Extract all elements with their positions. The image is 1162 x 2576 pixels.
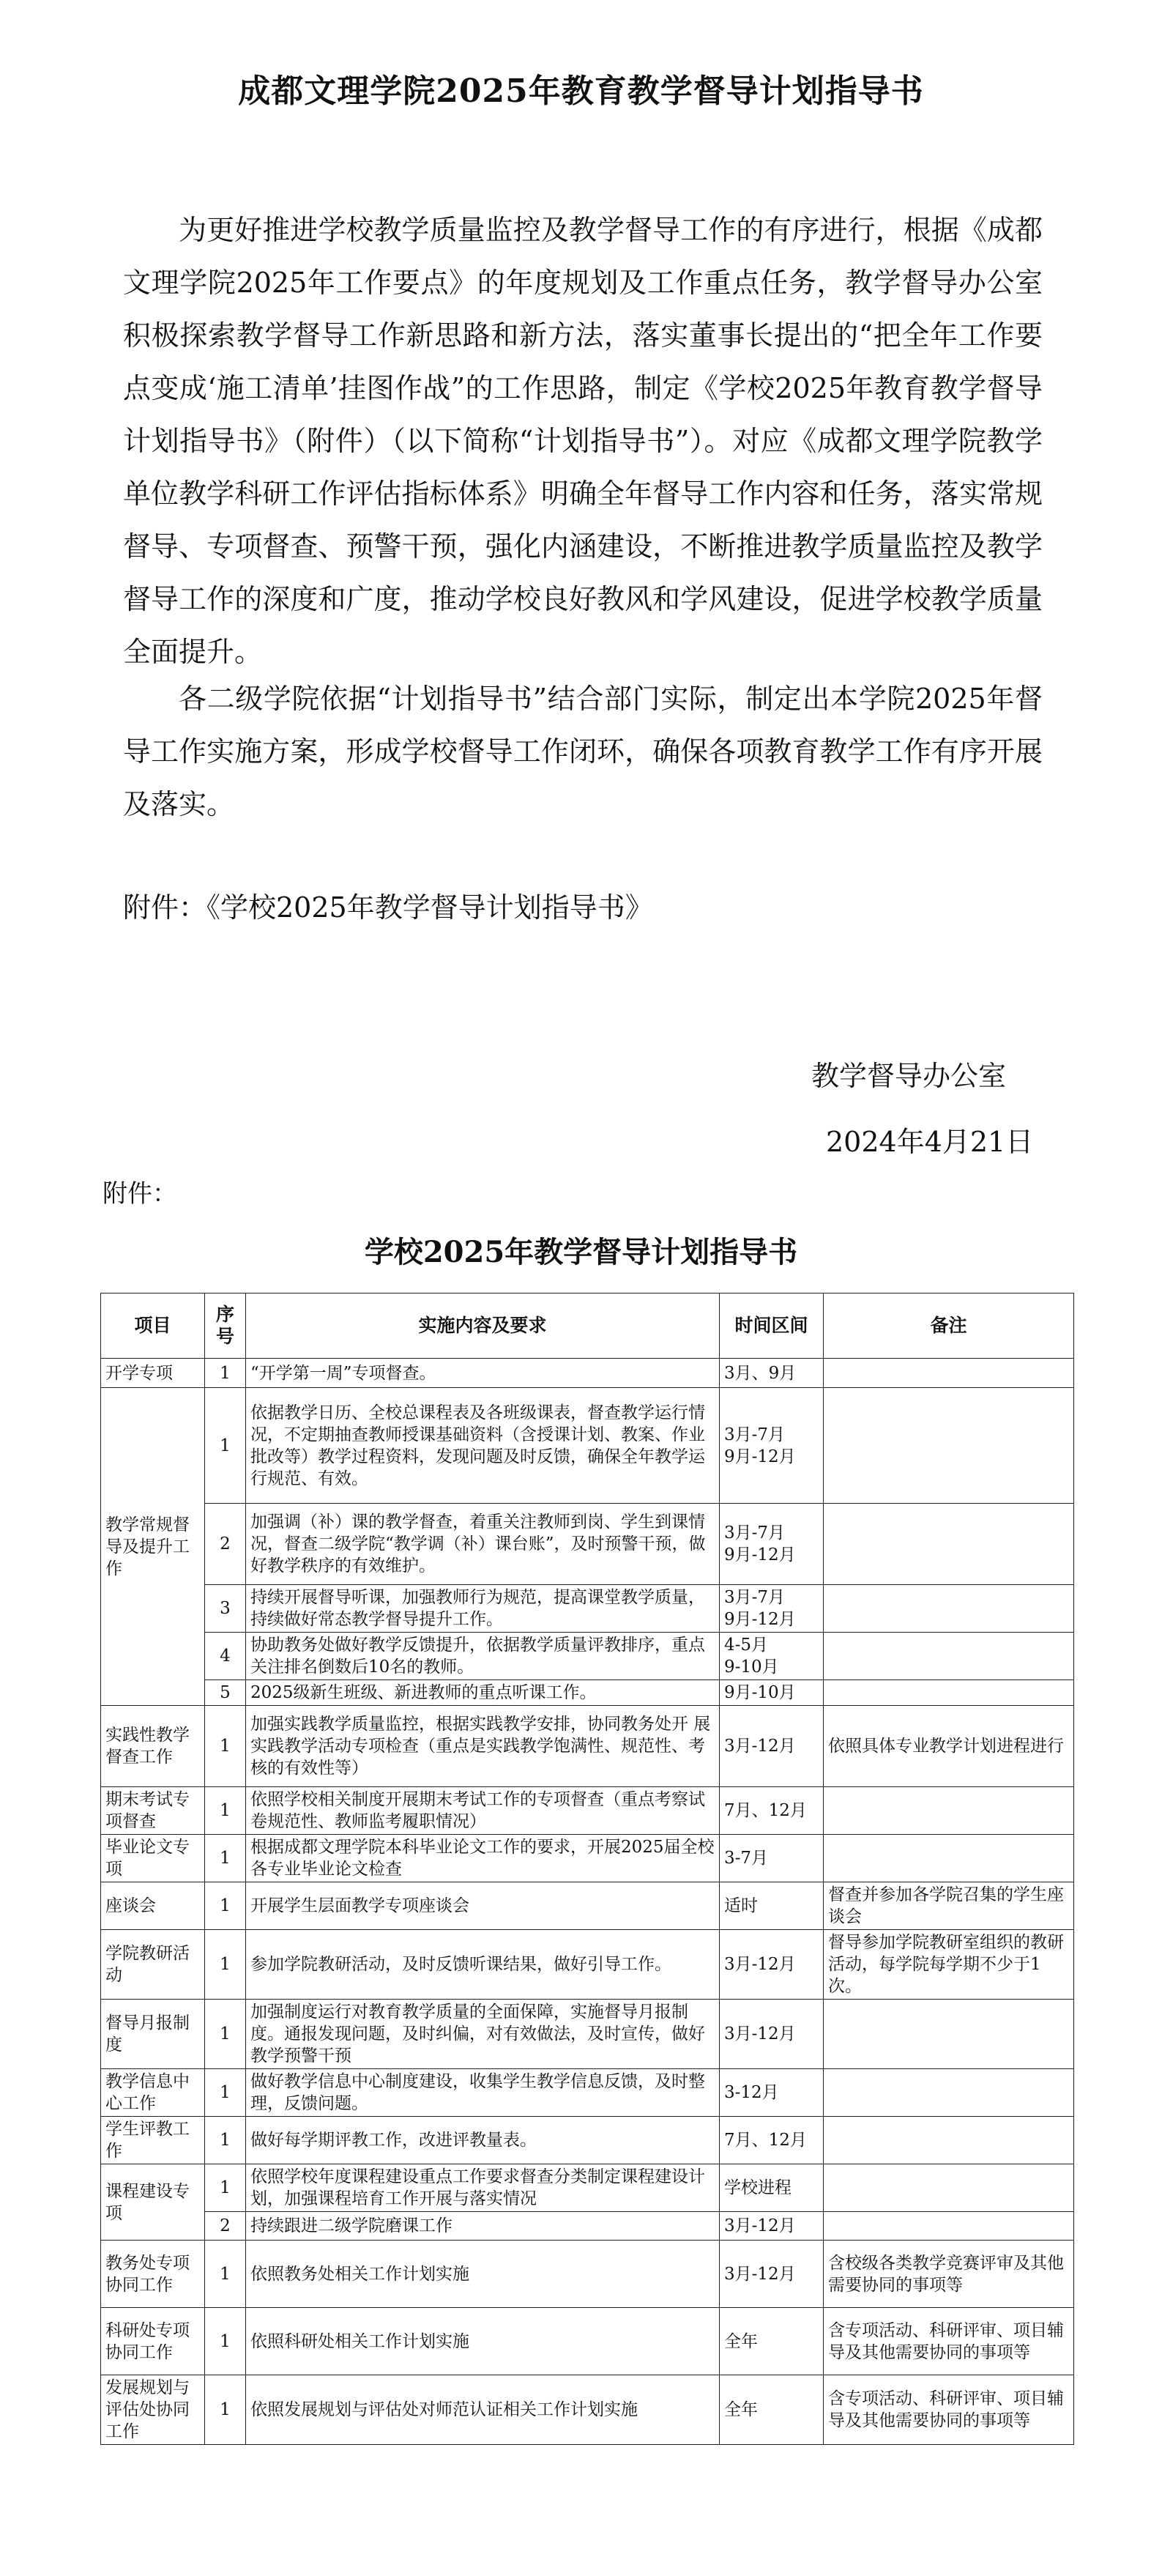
row-seq: 2 [205,1504,246,1585]
plan-table [100,1293,1074,2445]
row-time: 3月、9月 [720,1359,824,1388]
row-item: 座谈会 [101,1882,205,1930]
row-note: 督导参加学院教研室组织的教研活动，每学院每学期不少于1次。 [824,1930,1074,2000]
row-content: 开展学生层面教学专项座谈会 [246,1882,720,1930]
row-item: 发展规划与评估处协同工作 [101,2375,205,2445]
row-note [824,1359,1074,1388]
table-row [101,1706,1074,1787]
row-note [824,1633,1074,1680]
row-content: 依照科研处相关工作计划实施 [246,2308,720,2375]
row-content: 依照学校年度课程建设重点工作要求督查分类制定课程建设计划，加强课程培育工作开展与落实情况 [246,2164,720,2212]
table-row [101,1882,1074,1930]
table-row [101,2308,1074,2375]
row-note [824,2212,1074,2241]
row-time: 全年 [720,2308,824,2375]
row-note [824,1504,1074,1585]
second-paragraph: 各二级学院依据“计划指导书”结合部门实际，制定出本学院2025年督导工作实施方案，形成学校督导工作闭环，确保各项教育教学工作有序开展及落实。 [123,683,1043,820]
row-item: 科研处专项协同工作 [101,2308,205,2375]
row-content: 依照发展规划与评估处对师范认证相关工作计划实施 [246,2375,720,2445]
row-content: 加强制度运行对教育教学质量的全面保障，实施督导月报制度。通报发现问题，及时纠偏，对有效做法，及时宣传，做好教学预警干预 [246,2000,720,2069]
row-seq: 1 [205,2241,246,2308]
row-time: 3月-7月 9月-12月 [720,1585,824,1633]
table-row [101,1359,1074,1388]
row-time: 学校进程 [720,2164,824,2212]
table-title: 学校2025年教学督导计划指导书 [364,1235,798,1269]
row-content: 持续开展督导听课，加强教师行为规范，提高课堂教学质量，持续做好常态教学督导提升工作。 [246,1585,720,1633]
row-time: 3月-12月 [720,1930,824,2000]
row-item: 督导月报制度 [101,2000,205,2069]
table-row [101,2375,1074,2445]
row-item: 期末考试专项督查 [101,1787,205,1835]
table-row [101,1787,1074,1835]
plan-table-body [101,1359,1074,2445]
header-note: 备注 [824,1293,1074,1359]
table-row [101,2069,1074,2117]
row-time: 3月-7月 9月-12月 [720,1388,824,1504]
row-seq: 1 [205,1882,246,1930]
row-content: 持续跟进二级学院磨课工作 [246,2212,720,2241]
row-item: 学院教研活动 [101,1930,205,2000]
row-item: 开学专项 [101,1359,205,1388]
header-item: 项目 [101,1293,205,1359]
table-row [101,2000,1074,2069]
document-title: 成都文理学院2025年教育教学督导计划指导书 [238,73,924,110]
row-seq: 1 [205,2000,246,2069]
row-time: 7月、12月 [720,1787,824,1835]
row-item: 教务处专项协同工作 [101,2241,205,2308]
row-note [824,1787,1074,1835]
table-row [101,1585,1074,1633]
table-row [101,2241,1074,2308]
row-content: 加强调（补）课的教学督查，着重关注教师到岗、学生到课情况，督查二级学院“教学调（补）课台账”，及时预警干预，做好教学秩序的有效维护。 [246,1504,720,1585]
table-row [101,2117,1074,2164]
row-time: 3月-12月 [720,2212,824,2241]
row-content: 依照教务处相关工作计划实施 [246,2241,720,2308]
table-row [101,1835,1074,1882]
row-note: 含校级各类教学竞赛评审及其他需要协同的事项等 [824,2241,1074,2308]
header-seq: 序号 [205,1293,246,1359]
row-time: 3月-12月 [720,2000,824,2069]
row-content: 做好每学期评教工作，改进评教量表。 [246,2117,720,2164]
row-seq: 1 [205,1930,246,2000]
row-seq: 4 [205,1633,246,1680]
row-item: 实践性教学督查工作 [101,1706,205,1787]
row-content: 加强实践教学质量监控，根据实践教学安排，协同教务处开 展实践教学活动专项检查（重点是实践教学饱满性、规范性、考核的有效性等） [246,1706,720,1787]
row-content: 参加学院教研活动，及时反馈听课结果，做好引导工作。 [246,1930,720,2000]
row-seq: 1 [205,2117,246,2164]
row-note [824,1388,1074,1504]
row-time: 全年 [720,2375,824,2445]
row-note [824,2000,1074,2069]
row-content: 根据成都文理学院本科毕业论文工作的要求，开展2025届全校各专业毕业论文检查 [246,1835,720,1882]
header-content: 实施内容及要求 [246,1293,720,1359]
table-row [101,1930,1074,2000]
row-time: 4-5月 9-10月 [720,1633,824,1680]
table-row [101,2164,1074,2212]
row-seq: 1 [205,1787,246,1835]
row-note [824,2069,1074,2117]
row-note: 依照具体专业教学计划进程进行 [824,1706,1074,1787]
row-item: 学生评教工作 [101,2117,205,2164]
row-time: 3月-12月 [720,2241,824,2308]
row-note [824,2117,1074,2164]
row-note [824,1585,1074,1633]
table-row [101,1633,1074,1680]
row-time: 3月-7月 9月-12月 [720,1504,824,1585]
attachment-reference: 附件：《学校2025年教学督导计划指导书》 [123,891,653,924]
row-content: 2025级新生班级、新进教师的重点听课工作。 [246,1680,720,1706]
row-time: 3-7月 [720,1835,824,1882]
row-content: 依照学校相关制度开展期末考试工作的专项督查（重点考察试卷规范性、教师监考履职情况） [246,1787,720,1835]
intro-paragraph: 为更好推进学校教学质量监控及教学督导工作的有序进行，根据《成都文理学院2025年工作要点》的年度规划及工作重点任务，教学督导办公室积极探索教学督导工作新思路和新方法，落实董事长提出的“把全年工作要点变成‘施工清单’挂图作战”的工作思路，制定《学校2025年教育教学督导计划指导书》（附件）（以下简称“计划指导书”）。对应《成都文理学院教学单位教学科研工作评估指标体系》明确全年督导工作内容和任务，落实常规督导、专项督查、预警干预，强化内涵建设，不断推进教学质量监控及教学督导工作的深度和广度，推动学校良好教风和学风建设，促进学校教学质量全面提升。 [123,214,1043,668]
row-seq: 2 [205,2212,246,2241]
row-seq: 1 [205,1388,246,1504]
row-content: “开学第一周”专项督查。 [246,1359,720,1388]
signature-office: 教学督导办公室 [811,1060,1007,1092]
table-row [101,1504,1074,1585]
row-time: 适时 [720,1882,824,1930]
row-seq: 1 [205,2308,246,2375]
row-seq: 1 [205,2375,246,2445]
header-time: 时间区间 [720,1293,824,1359]
table-row [101,1388,1074,1504]
row-content: 协助教务处做好教学反馈提升，依据教学质量评教排序，重点关注排名倒数后10名的教师。 [246,1633,720,1680]
row-item: 毕业论文专项 [101,1835,205,1882]
table-row [101,1680,1074,1706]
row-seq: 3 [205,1585,246,1633]
row-time: 9月-10月 [720,1680,824,1706]
row-seq: 1 [205,1835,246,1882]
row-time: 3-12月 [720,2069,824,2117]
row-note: 督查并参加各学院召集的学生座谈会 [824,1882,1074,1930]
row-note: 含专项活动、科研评审、项目辅导及其他需要协同的事项等 [824,2308,1074,2375]
row-seq: 1 [205,1359,246,1388]
signature-date: 2024年4月21日 [826,1126,1034,1158]
attachment-label: 附件： [103,1179,177,1209]
table-row [101,2212,1074,2241]
row-note: 含专项活动、科研评审、项目辅导及其他需要协同的事项等 [824,2375,1074,2445]
row-seq: 1 [205,1706,246,1787]
row-item: 课程建设专项 [101,2164,205,2241]
table-header-row [101,1293,1074,1359]
row-seq: 1 [205,2069,246,2117]
row-time: 3月-12月 [720,1706,824,1787]
row-content: 做好教学信息中心制度建设，收集学生教学信息反馈，及时整理，反馈问题。 [246,2069,720,2117]
row-content: 依据教学日历、全校总课程表及各班级课表，督查教学运行情况，不定期抽查教师授课基础资料（含授课计划、教案、作业批改等）教学过程资料，发现问题及时反馈，确保全年教学运行规范、有效。 [246,1388,720,1504]
row-seq: 1 [205,2164,246,2212]
row-note [824,1680,1074,1706]
row-note [824,1835,1074,1882]
row-seq: 5 [205,1680,246,1706]
row-note [824,2164,1074,2212]
row-item: 教学信息中心工作 [101,2069,205,2117]
row-time: 7月、12月 [720,2117,824,2164]
row-item: 教学常规督导及提升工作 [101,1388,205,1706]
